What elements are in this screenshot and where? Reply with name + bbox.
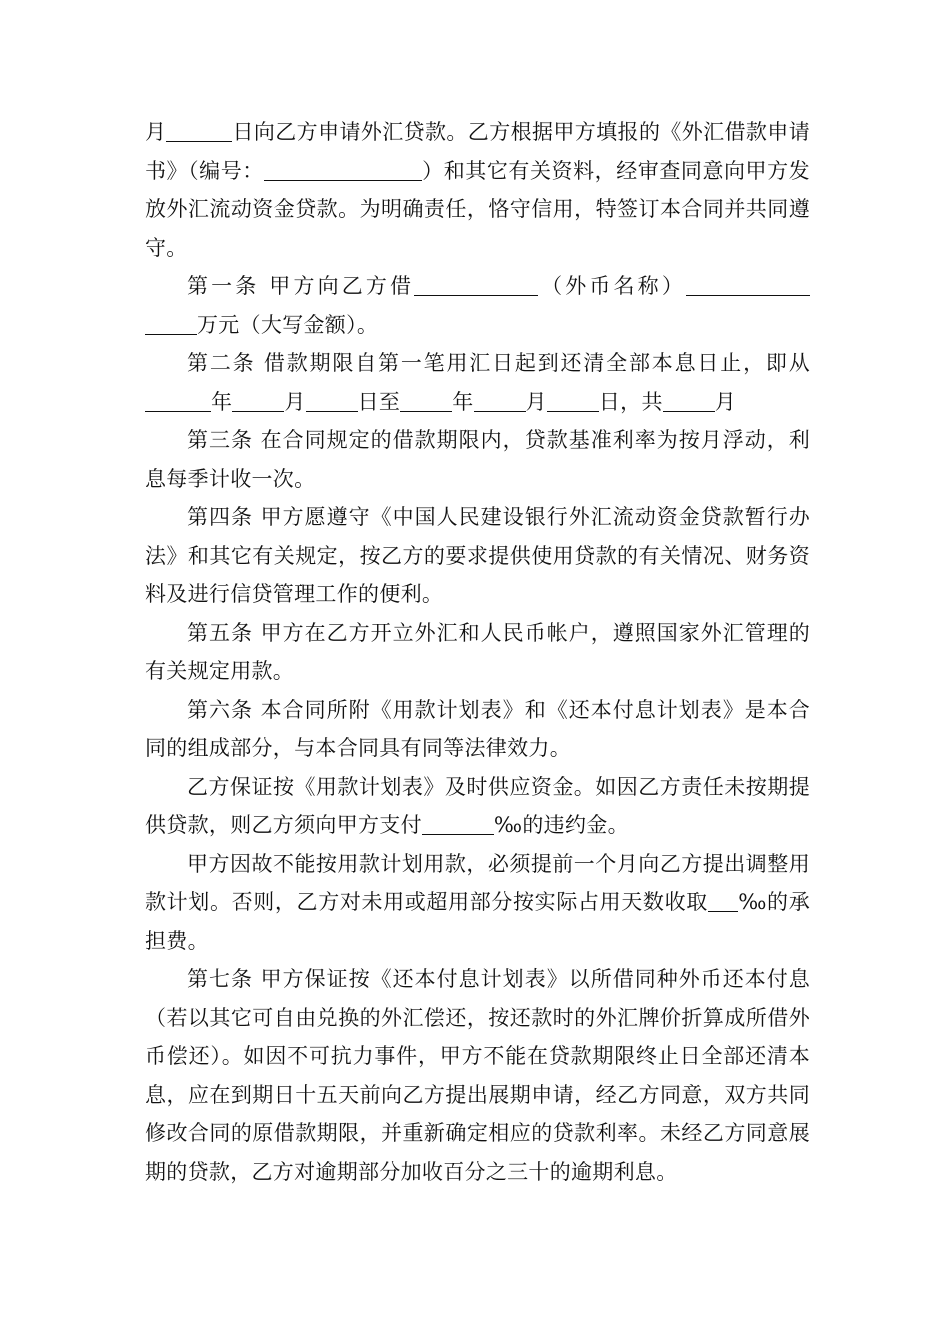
text: ‰的违约金。 [493,813,629,837]
text: 日向乙方申请外汇贷款。乙方根据甲方填报的《外汇借款申请书》（编号： [145,120,810,183]
text: 日，共 [598,389,663,414]
article-4: 第四条 甲方愿遵守《中国人民建设银行外汇流动资金贷款暂行办法》和其它有关规定，按乙方的要求提供使用贷款的有关情况、财务资料及进行信贷管理工作的便利。 [145,505,810,606]
text: 年 [452,389,474,414]
article-6-usage [145,845,810,961]
article-2 [145,344,810,421]
intro-paragraph [145,113,810,267]
end-month-blank[interactable] [474,387,526,412]
start-day-blank[interactable] [306,387,358,412]
total-months-blank[interactable] [663,387,715,412]
text: 乙方保证按《用款计划表》及时供应资金。如因乙方责任未按期提供贷款，则乙方须向甲方支付 [145,774,810,837]
start-year-blank[interactable] [145,387,211,412]
article-3: 第三条 在合同规定的借款期限内，贷款基准利率为按月浮动，利息每季计收一次。 [145,428,810,491]
amount-blank-cont[interactable] [145,310,197,335]
text: 第二条 借款期限自第一笔用汇日起到还清全部本息日止，即从 [187,351,810,375]
day-blank[interactable] [166,117,232,142]
penalty-rate-blank[interactable] [422,810,494,835]
text: 月 [145,120,167,144]
text: 日至 [357,389,401,414]
amount-blank[interactable] [686,271,810,296]
article-7: 第七条 甲方保证按《还本付息计划表》以所借同种外币还本付息（若以其它可自由兑换的外汇偿还，按还款时的外汇牌价折算成所借外币偿还）。如因不可抗力事件，甲方不能在贷款期限终止日全部还清本息，应在到期日十五天前向乙方提出展期申请，经乙方同意，双方共同修改合同的原借款期限，并重新确定相应的贷款利率。未经乙方同意展期的贷款，乙方对逾期部分加收百分之三十的逾期利息。 [145,967,810,1184]
currency-blank[interactable] [414,271,538,296]
article-1 [145,267,810,344]
text: ‰的承担费。 [145,890,810,953]
text: ）和其它有关资料，经审查同意向甲方发放外汇流动资金贷款。为明确责任，恪守信用，特签订本合同并共同遵守。 [145,158,810,260]
commitment-fee-blank[interactable] [708,887,738,912]
article-5: 第五条 甲方在乙方开立外汇和人民币帐户，遵照国家外汇管理的有关规定用款。 [145,620,810,683]
text: （外币名称） [538,274,686,298]
text: 第一条 甲方向乙方借 [187,274,415,298]
text: 甲方因故不能按用款计划用款，必须提前一个月向乙方提出调整用款计划。否则，乙方对未用或超用部分按实际占用天数收取 [145,851,810,914]
application-number-blank[interactable] [264,156,422,181]
text: 月 [714,389,737,414]
article-6: 第六条 本合同所附《用款计划表》和《还本付息计划表》是本合同的组成部分，与本合同具有同等法律效力。 [145,697,810,760]
end-day-blank[interactable] [547,387,599,412]
text: 万元（大写金额）。 [197,312,379,337]
contract-body [145,113,810,1191]
text: 年 [211,389,233,414]
article-6-supply [145,768,810,845]
text: 月 [284,389,306,414]
end-year-blank[interactable] [400,387,452,412]
start-month-blank[interactable] [232,387,284,412]
text: 月 [525,389,547,414]
